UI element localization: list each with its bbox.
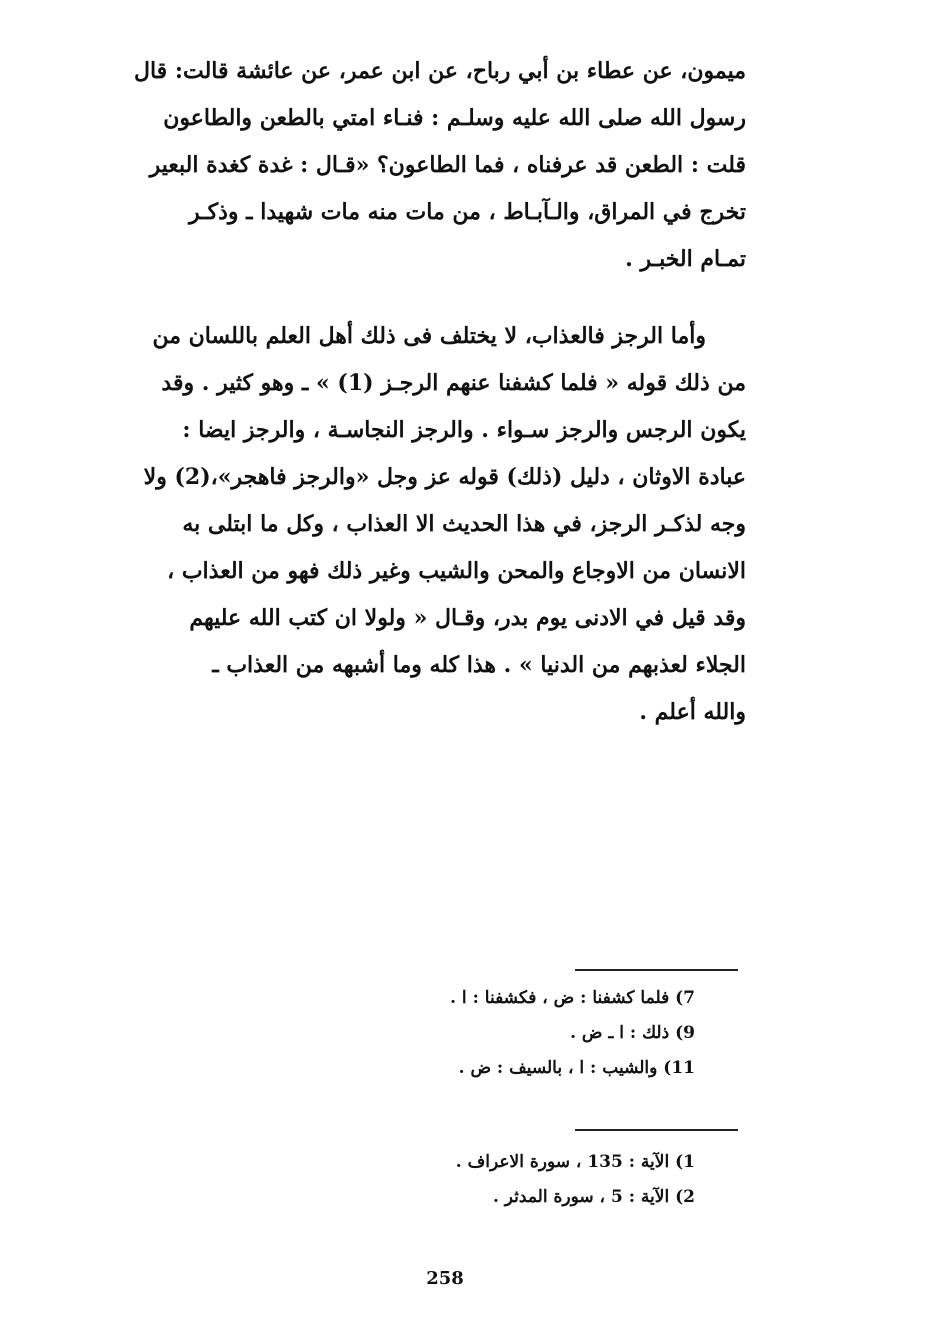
footnote-divider <box>575 969 738 971</box>
variant-footnotes <box>450 981 695 1086</box>
paragraph-gap <box>98 283 746 313</box>
text-line: والله أعلم . <box>639 699 746 725</box>
footnote-item: 11) والشيب : ا ، بالسيف : ض . <box>458 1058 695 1078</box>
text-line: وجه لذكـر الرجز، في هذا الحديث الا العذاب ، وكل ما ابتلى به <box>182 511 746 537</box>
main-text-block <box>98 48 746 736</box>
text-line: الانسان من الاوجاع والمحن والشيب وغير ذلك فهو من العذاب ، <box>167 558 746 584</box>
text-line: عبادة الاوثان ، دليل (ذلك) قوله عز وجل «والرجز فاهجر»،(2) ولا <box>143 464 746 490</box>
footnote-divider <box>575 1129 738 1131</box>
text-line: رسول الله صلى الله عليه وسلـم : فنـاء امتي بالطعن والطاعون <box>163 105 746 131</box>
footnote-item: 2) الآية : 5 ، سورة المدثر . <box>492 1187 695 1207</box>
footnote-item: 1) الآية : 135 ، سورة الاعراف . <box>455 1152 695 1172</box>
text-line: من ذلك قوله « فلما كشفنا عنهم الرجـز (1) » ـ وهو كثير . وقد <box>161 370 746 396</box>
text-line: الجلاء لعذبهم من الدنيا » . هذا كله وما أشبهه من العذاب ـ <box>212 652 746 678</box>
text-line: يكون الرجس والرجز سـواء . والرجز النجاسـة ، والرجز ايضا : <box>182 417 746 443</box>
text-line: وأما الرجز فالعذاب، لا يختلف فى ذلك أهل العلم باللسان من <box>152 323 706 349</box>
text-line: تمـام الخبـر . <box>625 246 746 272</box>
page-number: 258 <box>426 1268 464 1289</box>
footnote-item: 7) فلما كشفنا : ض ، فكشفنا : ا . <box>450 988 695 1008</box>
text-line: قلت : الطعن قد عرفناه ، فما الطاعون؟ «قـال : غدة كغدة البعير <box>149 152 746 178</box>
source-footnotes <box>456 1145 695 1215</box>
text-line: وقد قيل في الادنى يوم بدر، وقـال « ولولا ان كتب الله عليهم <box>189 605 746 631</box>
text-line: تخرج في المراق، والـآبـاط ، من مات منه مات شهيدا ـ وذكـر <box>189 199 746 225</box>
text-line: ميمون، عن عطاء بن أبي رباح، عن ابن عمر، عن عائشة قالت: قال <box>133 58 746 84</box>
footnote-item: 9) ذلك : ا ـ ض . <box>570 1023 695 1043</box>
